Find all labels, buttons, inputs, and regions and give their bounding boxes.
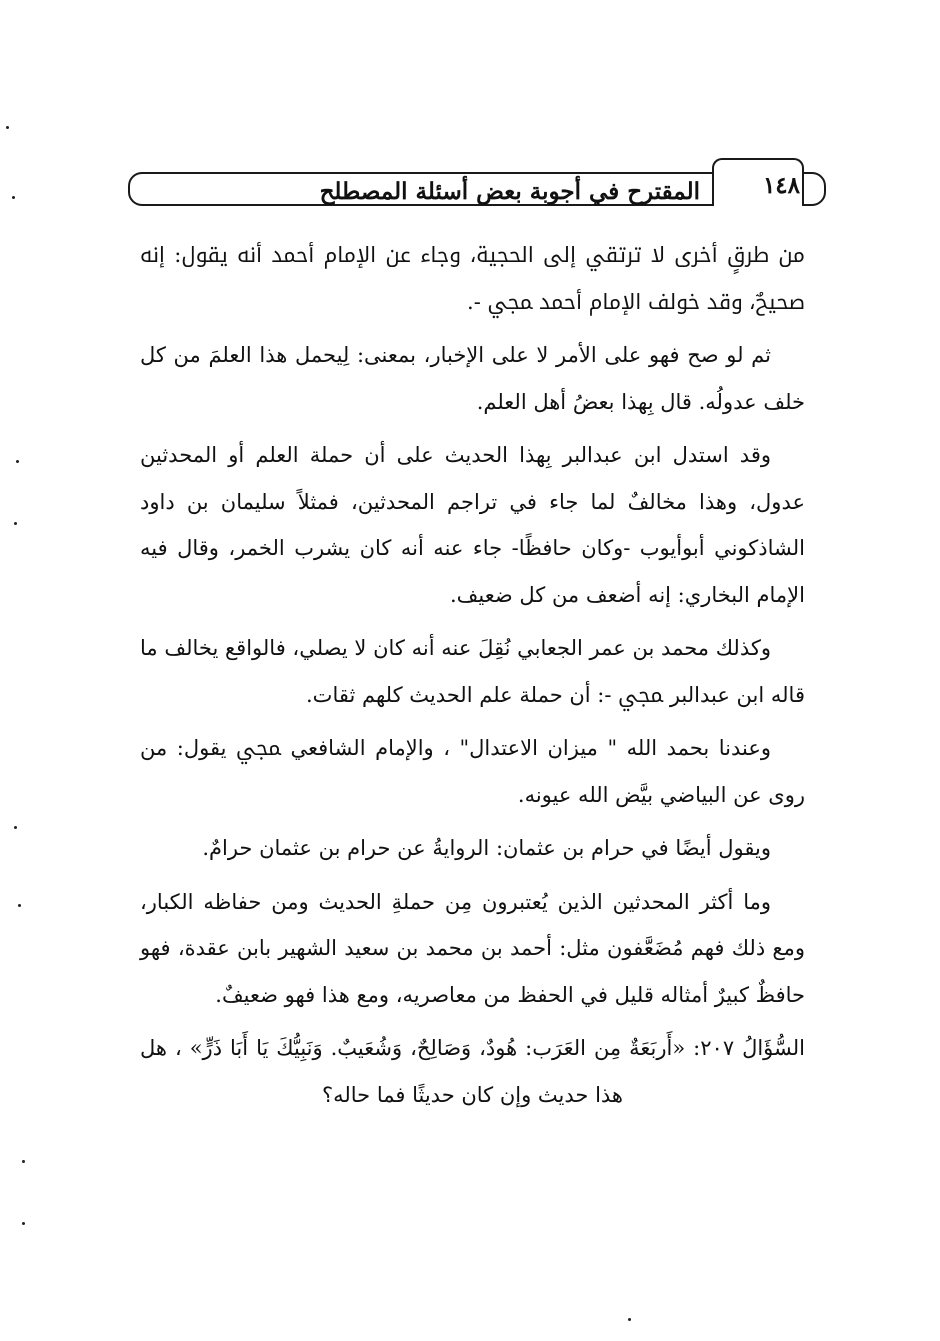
scan-speck xyxy=(18,904,21,907)
scan-speck xyxy=(14,522,17,525)
scan-speck xyxy=(22,1222,25,1225)
book-title: المقترح في أجوبة بعض أسئلة المصطلح xyxy=(319,178,700,205)
paragraph-2: ثم لو صح فهو على الأمر لا على الإخبار، بمعنى: لِيحمل هذا العلمَ من كل خلف عدولُه. قال بِهذا بعضُ أهل العلم. xyxy=(140,343,805,414)
paragraph-3: وقد استدل ابن عبدالبر بِهذا الحديث على أن حملة العلم أو المحدثين عدول، وهذا مخالفٌ لما جاء في تراجم المحدثين، فمثلاً سليمان بن داود الشاذكوني أبوأيوب -وكان حافظًا- جاء عنه أنه كان يشرب الخمر، وقال فيه الإمام البخاري: إنه أضعف من كل ضعيف. xyxy=(140,443,805,607)
question-207: السُّؤَالُ ٢٠٧: «أَربَعَةٌ مِن العَرَب: هُودٌ، وَصَالِحٌ، وَشُعَيبٌ. وَنَبِيُّكَ يَا أَبَا ذَرٍّ» ، هل هذا حديث وإن كان حديثًا فما حاله؟ xyxy=(140,1036,805,1107)
paragraph-5: وعندنا بحمد الله " ميزان الاعتدال" ، والإمام الشافعي ﷀ يقول: من روى عن البياضي بيَّض الله عيونه. xyxy=(140,736,805,807)
running-header xyxy=(128,158,828,208)
scan-speck xyxy=(14,826,17,829)
scan-speck xyxy=(6,126,9,129)
scan-speck xyxy=(16,460,19,463)
paragraph-4: وكذلك محمد بن عمر الجعابي نُقِلَ عنه أنه كان لا يصلي، فالواقع يخالف ما قاله ابن عبدالبر ﷀ -: أن حملة علم الحديث كلهم ثقات. xyxy=(140,636,805,707)
scan-speck xyxy=(12,196,15,199)
paragraph-7: وما أكثر المحدثين الذين يُعتبرون مِن حملةِ الحديث ومن حفاظه الكبار، ومع ذلك فهم مُضَعَّفون مثل: أحمد بن محمد بن سعيد الشهير بابن عقدة، فهو حافظٌ كبيرٌ أمثاله قليل في الحفظ من معاصريه، ومع هذا فهو ضعيفٌ. xyxy=(140,889,805,1007)
page-body xyxy=(140,232,805,1125)
scan-speck xyxy=(628,1318,631,1321)
scan-speck xyxy=(22,1160,25,1163)
paragraph-1: من طرقٍ أخرى لا ترتقي إلى الحجية، وجاء عن الإمام أحمد أنه يقول: إنه صحيحٌ، وقد خولف الإمام أحمد ﷀ -. xyxy=(140,243,805,314)
paragraph-6: ويقول أيضًا في حرام بن عثمان: الروايةُ عن حرام بن عثمان حرامٌ. xyxy=(202,836,771,860)
page-number: ١٤٨ xyxy=(762,172,800,199)
